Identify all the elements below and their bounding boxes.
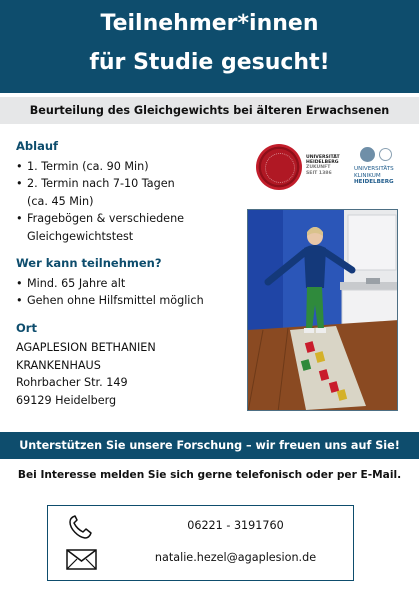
klinikum-logo-text (354, 166, 394, 186)
header-banner (0, 0, 419, 93)
university-seal-logo (256, 144, 302, 190)
section-ablauf (16, 138, 246, 245)
university-logo-text (306, 155, 340, 176)
support-banner: Unterstützen Sie unsere Forschung – wir freuen uns auf Sie! (0, 432, 419, 459)
section-heading-ort: Ort (16, 320, 37, 335)
phone-icon (64, 514, 100, 540)
study-subtitle: Beurteilung des Gleichgewichts bei älteren Erwachsenen (0, 97, 419, 124)
logo-text-line: KLINIKUM (354, 172, 381, 179)
list-item: • 1. Termin (ca. 90 Min) (16, 158, 246, 176)
address (16, 339, 246, 409)
headline-line-1: Teilnehmer*innen (100, 11, 319, 36)
study-photo (247, 209, 398, 411)
partner-logos (256, 144, 406, 190)
section-heading-wer: Wer kann teilnehmen? (16, 256, 162, 270)
klinikum-seal-outline-icon (379, 148, 392, 161)
section-heading-ablauf: Ablauf (16, 139, 59, 153)
email-link[interactable]: natalie.hezel@agaplesion.de (154, 551, 317, 564)
list-item: • Mind. 65 Jahre alt (16, 275, 246, 293)
section-wer (16, 255, 246, 310)
address-line: 69129 Heidelberg (16, 393, 117, 407)
interest-note: Bei Interesse melden Sie sich gerne telefonisch oder per E-Mail. (17, 469, 402, 481)
logo-text-line: UNIVERSITÄT (306, 155, 340, 160)
contact-email-row (48, 544, 353, 574)
logo-text-line: HEIDELBERG (306, 160, 339, 166)
list-item: • 2. Termin nach 7-10 Tagen (16, 175, 246, 193)
list-item-continuation: Gleichgewichtstest (27, 229, 134, 243)
logo-text-line: HEIDELBERG (354, 179, 394, 186)
logo-text-line: ZUKUNFT (306, 165, 331, 171)
phone-number-link[interactable]: 06221 - 3191760 (187, 519, 284, 532)
list-item: • Fragebögen & verschiedene (16, 210, 246, 228)
headline-line-2: für Studie gesucht! (89, 50, 330, 75)
address-line: KRANKENHAUS (16, 358, 101, 372)
address-line: Rohrbacher Str. 149 (16, 376, 128, 389)
contact-box (47, 505, 354, 581)
list-item: • Gehen ohne Hilfsmittel möglich (16, 292, 246, 310)
logo-text-line: UNIVERSITÄTS (354, 166, 394, 172)
person-balance-walkway-photo (248, 210, 398, 411)
klinikum-seal-icon (360, 147, 375, 162)
logo-text-line: SEIT 1386 (306, 170, 332, 176)
address-line: AGAPLESION BETHANIEN (16, 341, 156, 354)
info-column (16, 138, 246, 419)
section-ort (16, 320, 246, 410)
list-item-continuation: (ca. 45 Min) (27, 194, 94, 208)
contact-phone-row (48, 512, 353, 542)
envelope-icon (64, 546, 100, 572)
